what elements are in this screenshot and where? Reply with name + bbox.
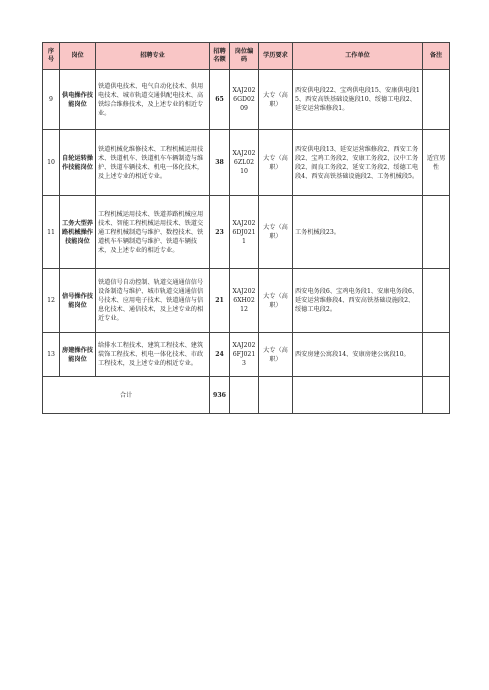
cell-unit: 西安电务段6、宝鸡电务段1、安康电务段6、延安运营维修段4、西安高铁基础设施段2、绥德工电段2。	[293, 269, 423, 333]
cell-edu: 大专（高职）	[259, 269, 293, 333]
cell-seq: 13	[43, 333, 60, 377]
cell-note	[423, 196, 450, 269]
cell-seq: 11	[43, 196, 60, 269]
cell-unit: 工务机械段23。	[293, 196, 423, 269]
total-empty-cell	[423, 377, 450, 414]
cell-code: XAJ2026FJ0213	[230, 333, 259, 377]
total-empty-cell	[259, 377, 293, 414]
total-empty-cell	[230, 377, 259, 414]
header-code: 岗位编码	[230, 43, 259, 70]
cell-unit: 西安供电段22、宝鸡供电段15、安康供电段15、西安高铁基础设施段10、绥德工电段2、延安运营维修段1。	[293, 70, 423, 130]
table-row	[43, 333, 450, 377]
header-edu: 学历要求	[259, 43, 293, 70]
total-count: 936	[210, 377, 230, 414]
cell-major: 铁道信号自动控制、轨道交通通信信号设备制造与维护、城市轨道交通通信信号技术、应用电子技术、铁道通信与信息化技术、通信技术，及上述专业的相近专业。	[96, 269, 210, 333]
table-row	[43, 269, 450, 333]
cell-post: 信号操作技能岗位	[60, 269, 96, 333]
header-seq: 序号	[43, 43, 60, 70]
cell-count: 21	[210, 269, 230, 333]
table-row	[43, 196, 450, 269]
cell-post: 房建操作技能岗位	[60, 333, 96, 377]
cell-code: XAJ2026ZL0210	[230, 130, 259, 196]
header-unit: 工作单位	[293, 43, 423, 70]
cell-edu: 大专（高职）	[259, 333, 293, 377]
cell-edu: 大专（高职）	[259, 70, 293, 130]
cell-seq: 9	[43, 70, 60, 130]
cell-post: 自轮运转操作技能岗位	[60, 130, 96, 196]
cell-note	[423, 333, 450, 377]
header-row	[43, 43, 450, 70]
cell-seq: 10	[43, 130, 60, 196]
cell-note	[423, 269, 450, 333]
total-label: 合计	[43, 377, 210, 414]
cell-count: 38	[210, 130, 230, 196]
cell-note: 适宜男性	[423, 130, 450, 196]
cell-major: 工程机械运用技术、铁道养路机械应用技术、智能工程机械运用技术、铁道交通工程机械制造与维护、数控技术、铁道机车车辆制造与维护、铁道车辆技术，及上述专业的相近专业。	[96, 196, 210, 269]
cell-note	[423, 70, 450, 130]
cell-post: 供电操作技能岗位	[60, 70, 96, 130]
cell-seq: 12	[43, 269, 60, 333]
cell-major: 铁道机械化维修技术、工程机械运用技术、铁道机车、铁道机车车辆制造与维护、铁道车辆技术、机电一体化技术，及上述专业的相近专业。	[96, 130, 210, 196]
table-row	[43, 130, 450, 196]
table-row	[43, 70, 450, 130]
header-count: 招聘名额	[210, 43, 230, 70]
header-note: 备注	[423, 43, 450, 70]
cell-code: XAJ2026DJ0211	[230, 196, 259, 269]
cell-count: 23	[210, 196, 230, 269]
cell-unit: 西安供电段13、延安运营维修段2、西安工务段2、宝鸡工务段2、安康工务段2、汉中工务段2、阎良工务段2、延安工务段2、绥德工电段4、西安高铁基础设施段2、工务机械段5。	[293, 130, 423, 196]
cell-post: 工务大型养路机械操作技能岗位	[60, 196, 96, 269]
cell-code: XAJ2026GD0209	[230, 70, 259, 130]
cell-count: 65	[210, 70, 230, 130]
cell-major: 铁道供电技术、电气自动化技术、供用电技术、城市轨道交通供配电技术、高铁综合维修技术，及上述专业的相近专业。	[96, 70, 210, 130]
header-major: 招聘专业	[96, 43, 210, 70]
total-row	[43, 377, 450, 414]
recruitment-table	[42, 42, 450, 414]
cell-edu: 大专（高职）	[259, 196, 293, 269]
cell-edu: 大专（高职）	[259, 130, 293, 196]
total-empty-cell	[293, 377, 423, 414]
cell-code: XAJ2026XH0212	[230, 269, 259, 333]
header-post: 岗位	[60, 43, 96, 70]
cell-major: 给排水工程技术、建筑工程技术、建筑装饰工程技术、机电一体化技术、市政工程技术，及上述专业的相近专业。	[96, 333, 210, 377]
cell-unit: 西安房建公寓段14、安康房建公寓段10。	[293, 333, 423, 377]
cell-count: 24	[210, 333, 230, 377]
